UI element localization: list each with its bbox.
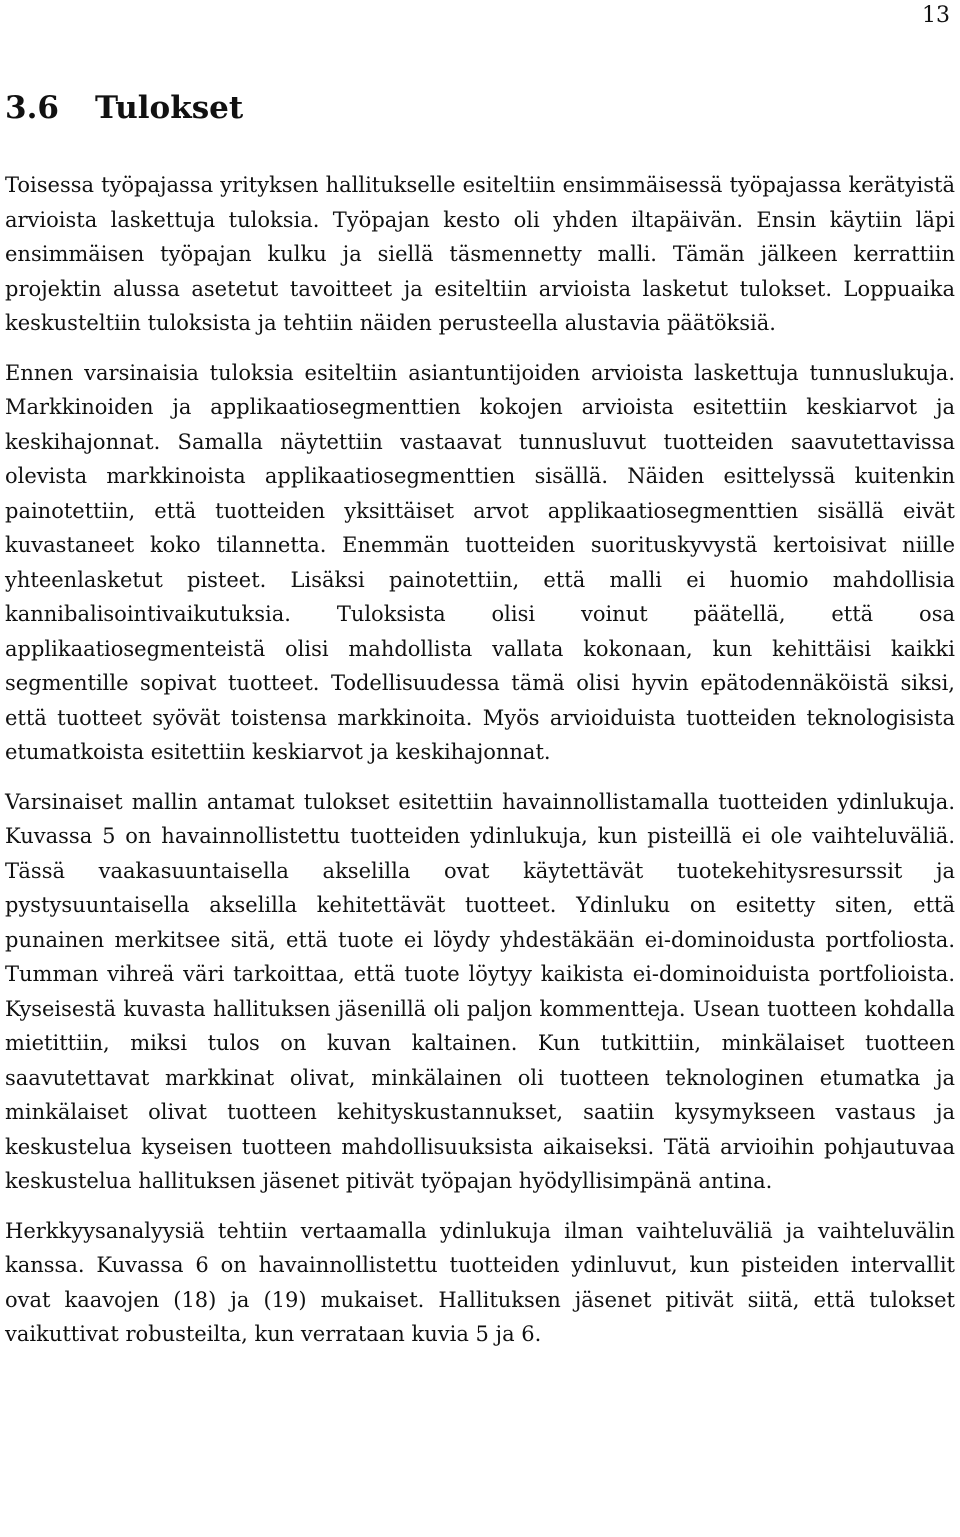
section-heading xyxy=(5,86,243,130)
section-body xyxy=(5,168,955,1352)
paragraph-key-figures: Ennen varsinaisia tuloksia esiteltiin asiantuntijoiden arvioista laskettuja tunnuslukuja. Markkinoiden ja applikaatiosegmenttien kokojen arvioista esitettiin keskiarvot ja keskihajonnat. Samalla näytettiin vastaavat tunnusluvut tuotteiden saavutettavissa olevista markkinoista applikaatiosegmenttien sisällä. Näiden esittelyssä kuitenkin painotettiin, että tuotteiden yksittäiset arvot applikaatiosegmenttien sisällä eivät kuvastaneet koko tilannetta. Enemmän tuotteiden suorituskyvystä kertoisivat niille yhteenlasketut pisteet. Lisäksi painotettiin, että malli ei huomio mahdollisia kannibalisointivaikutuksia. Tuloksista olisi voinut päätellä, että osa applikaatiosegmenteistä olisi mahdollista vallata kokonaan, kun kehittäisi kaikki segmentille sopivat tuotteet. Todellisuudessa tämä olisi hyvin epätodennäköistä siksi, että tuotteet syövät toistensa markkinoita. Myös arvioiduista tuotteiden teknologisista etumatkoista esitettiin keskiarvot ja keskihajonnat. xyxy=(5,360,955,764)
paragraph-core-indices: Varsinaiset mallin antamat tulokset esitettiin havainnollistamalla tuotteiden ydinlukuja. Kuvassa 5 on havainnollistettu tuotteiden ydinlukuja, kun pisteillä ei ole vaihteluväliä. Tässä vaakasuuntaisella akselilla ovat käytettävät tuotekehitysresurssit ja pystysuuntaisella akselilla kehitettävät tuotteet. Ydinluku on esitetty siten, että punainen merkitsee sitä, että tuote ei löydy yhdestäkään ei-dominoidusta portfoliosta. Tumman vihreä väri tarkoittaa, että tuote löytyy kaikista ei-dominoiduista portfolioista. Kyseisestä kuvasta hallituksen jäsenillä oli paljon kommentteja. Usean tuotteen kohdalla mietittiin, miksi tulos on kuvan kaltainen. Kun tutkittiin, minkälaiset tuotteen saavutettavat markkinat olivat, minkälainen oli tuotteen teknologinen etumatka ja minkälaiset olivat tuotteen kehityskustannukset, saatiin kysymykseen vastaus ja keskustelua kyseisen tuotteen mahdollisuuksista aikaiseksi. Tätä arvioihin pohjautuvaa keskustelua hallituksen jäsenet pitivät työpajan hyödyllisimpänä antina. xyxy=(5,789,955,1193)
page-number: 13 xyxy=(922,3,950,28)
paragraph-workshop-intro: Toisessa työpajassa yrityksen hallitukselle esiteltiin ensimmäisessä työpajassa kerätyistä arvioista laskettuja tuloksia. Työpajan kesto oli yhden iltapäivän. Ensin käytiin läpi ensimmäisen työpajan kulku ja siellä täsmennetty malli. Tämän jälkeen kerrattiin projektin alussa asetetut tavoitteet ja esiteltiin arvioista lasketut tulokset. Loppuaika keskusteltiin tuloksista ja tehtiin näiden perusteella alustavia päätöksiä. xyxy=(5,173,955,335)
paragraph-sensitivity-analysis: Herkkyysanalyysiä tehtiin vertaamalla ydinlukuja ilman vaihteluväliä ja vaihteluvälin kanssa. Kuvassa 6 on havainnollistettu tuotteiden ydinluvut, kun pisteiden intervallit ovat kaavojen (18) ja (19) mukaiset. Hallituksen jäsenet pitivät siitä, että tulokset vaikuttivat robusteilta, kun verrataan kuvia 5 ja 6. xyxy=(5,1218,955,1346)
section-title: Tulokset xyxy=(95,90,244,126)
section-number: 3.6 xyxy=(5,90,59,126)
